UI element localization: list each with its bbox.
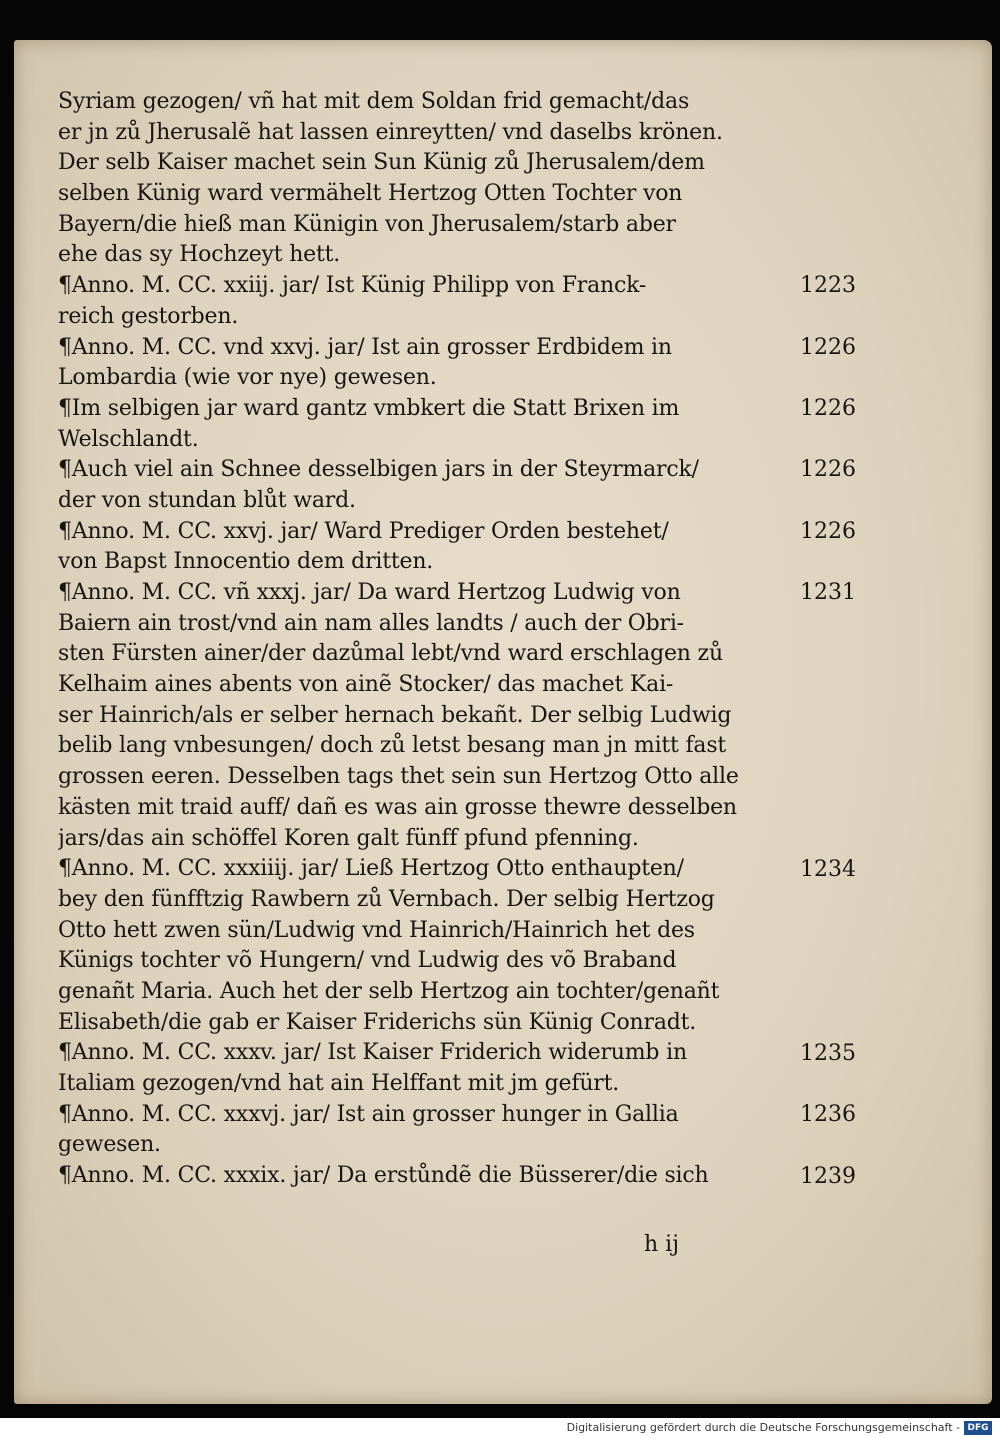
text-line: ¶Anno. M. CC. vnd xxvj. jar/ Ist ain grosser Erdbidem in bbox=[58, 334, 672, 360]
text-line: ser Hainrich/als er selber hernach bekañt. Der selbig Ludwig bbox=[58, 702, 732, 728]
text-line: Syriam gezogen/ vñ hat mit dem Soldan frid gemacht/das bbox=[58, 89, 690, 114]
text-line: ¶Auch viel ain Schnee desselbigen jars in der Steyrmarck/ bbox=[58, 457, 699, 483]
text-line: Künigs tochter võ Hungern/ vnd Ludwig des võ Braband bbox=[58, 948, 677, 974]
margin-year: 1226 bbox=[800, 518, 856, 544]
text-line: Bayern/die hieß man Künigin von Jherusalem/starb aber bbox=[58, 211, 676, 237]
text-line: Otto hett zwen sün/Ludwig vnd Hainrich/Hainrich het des bbox=[58, 917, 695, 943]
text-line: ¶Anno. M. CC. xxxix. jar/ Da erstůndẽ die Büsserer/die sich bbox=[58, 1163, 709, 1189]
text-line: jars/das ain schöffel Koren galt fünff pfund pfenning. bbox=[58, 825, 639, 851]
page-text-block bbox=[58, 87, 788, 1192]
text-line: Italiam gezogen/vnd hat ain Helffant mit jm gefürt. bbox=[58, 1071, 620, 1096]
text-line: Elisabeth/die gab er Kaiser Friderichs sün Künig Conradt. bbox=[58, 1009, 697, 1035]
footer-bar bbox=[0, 1418, 1000, 1438]
margin-year: 1223 bbox=[800, 273, 856, 299]
text-line: ehe das sy Hochzeyt hett. bbox=[58, 242, 341, 268]
text-line: der von stundan blůt ward. bbox=[58, 487, 356, 513]
text-line: bey den fünfftzig Rawbern zů Vernbach. Der selbig Hertzog bbox=[58, 886, 715, 912]
text-line: belib lang vnbesungen/ doch zů letst besang man jn mitt fast bbox=[58, 733, 727, 759]
margin-year: 1226 bbox=[800, 334, 856, 360]
text-line: genañt Maria. Auch het der selb Hertzog ain tochter/genañt bbox=[58, 978, 720, 1004]
text-line: Welschlandt. bbox=[58, 426, 199, 452]
text-line: Lombardia (wie vor nye) gewesen. bbox=[58, 365, 437, 391]
margin-year: 1235 bbox=[800, 1040, 856, 1066]
margin-year: 1226 bbox=[800, 396, 856, 421]
text-line: ¶Anno. M. CC. xxiij. jar/ Ist Künig Philipp von Franck- bbox=[58, 273, 647, 299]
text-line: ¶Anno. M. CC. xxxv. jar/ Ist Kaiser Friderich widerumb in bbox=[58, 1040, 687, 1066]
text-line: gewesen. bbox=[58, 1132, 161, 1158]
text-line: ¶Anno. M. CC. xxxvj. jar/ Ist ain grosser hunger in Gallia bbox=[58, 1101, 679, 1127]
text-line: selben Künig ward vermähelt Hertzog Otten Tochter von bbox=[58, 181, 683, 207]
signature-mark: h ij bbox=[644, 1232, 680, 1257]
dfg-logo: DFG bbox=[964, 1421, 992, 1435]
text-line: Baiern ain trost/vnd ain nam alles landts / auch der Obri- bbox=[58, 610, 684, 636]
text-line: sten Fürsten ainer/der dazůmal lebt/vnd ward erschlagen zů bbox=[58, 641, 723, 667]
book-page bbox=[14, 40, 992, 1404]
margin-year: 1234 bbox=[800, 856, 856, 882]
text-line: er jn zů Jherusalẽ hat lassen einreytten/ vnd daselbs krönen. bbox=[58, 119, 723, 145]
text-line: kästen mit traid auff/ dañ es was ain grosse thewre desselben bbox=[58, 794, 737, 820]
margin-year: 1231 bbox=[800, 580, 856, 606]
text-line: Kelhaim aines abents von ainẽ Stocker/ das machet Kai- bbox=[58, 672, 674, 698]
text-line: reich gestorben. bbox=[58, 303, 239, 329]
margin-year: 1239 bbox=[800, 1163, 856, 1189]
text-line: grossen eeren. Desselben tags thet sein sun Hertzog Otto alle bbox=[58, 764, 739, 790]
text-line: ¶Anno. M. CC. xxvj. jar/ Ward Prediger Orden bestehet/ bbox=[58, 518, 669, 544]
footer-credit: Digitalisierung gefördert durch die Deutsche Forschungsgemeinschaft - bbox=[566, 1421, 960, 1434]
text-line: von Bapst Innocentio dem dritten. bbox=[58, 549, 434, 575]
text-line: ¶Im selbigen jar ward gantz vmbkert die Statt Brixen im bbox=[58, 395, 680, 421]
margin-year: 1236 bbox=[800, 1102, 856, 1128]
text-line: ¶Anno. M. CC. vñ xxxj. jar/ Da ward Hertzog Ludwig von bbox=[58, 580, 681, 605]
text-line: Der selb Kaiser machet sein Sun Künig zů Jherusalem/dem bbox=[58, 150, 705, 176]
text-line: ¶Anno. M. CC. xxxiiij. jar/ Ließ Hertzog Otto enthaupten/ bbox=[58, 856, 684, 882]
margin-year: 1226 bbox=[800, 457, 856, 483]
